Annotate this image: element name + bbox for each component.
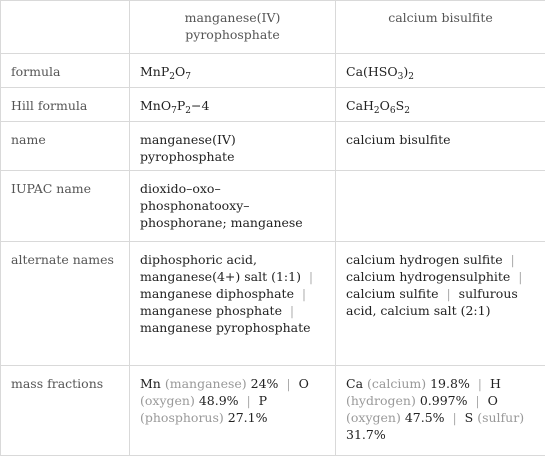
- alternate-name-item: manganese pyrophosphate: [140, 320, 311, 335]
- formula-text: O: [380, 98, 390, 113]
- mass-fractions-compound-1: [130, 366, 336, 456]
- table-row-alternate-names: [1, 242, 545, 366]
- alternate-name-item: sulfurous acid, calcium salt (2:1): [346, 286, 518, 318]
- iupac-name-compound-1: dioxido–oxo–phosphonatooxy–phosphorane; manganese: [130, 171, 336, 242]
- column-header-compound-2: calcium bisulfite: [336, 1, 545, 54]
- list-separator: |: [470, 376, 490, 391]
- list-separator: |: [439, 286, 459, 301]
- header-row: [1, 1, 545, 54]
- element-name: (oxygen): [346, 410, 401, 425]
- alternate-name-item: calcium hydrogen sulfite: [346, 252, 503, 267]
- element-name: (hydrogen): [346, 393, 416, 408]
- formula-subscript: 2: [408, 72, 414, 82]
- header-corner: [1, 1, 130, 54]
- formula-text: P: [177, 98, 185, 113]
- list-separator: |: [282, 303, 298, 318]
- element-symbol: H: [490, 376, 501, 391]
- list-separator: |: [294, 286, 310, 301]
- element-symbol: Ca: [346, 376, 363, 391]
- element-name: (manganese): [165, 376, 247, 391]
- hill-formula-compound-1: [130, 88, 336, 122]
- table-row-iupac-name: [1, 171, 545, 242]
- formula-subscript: 2: [185, 106, 191, 116]
- element-name: (calcium): [367, 376, 426, 391]
- row-label-hill-formula: Hill formula: [1, 88, 130, 122]
- alternate-name-item: manganese diphosphate: [140, 286, 294, 301]
- name-compound-1: manganese(IV) pyrophosphate: [130, 122, 336, 171]
- alternate-name-item: diphosphoric acid, manganese(4+) salt (1:1): [140, 252, 301, 284]
- formula-subscript: 2: [169, 72, 175, 82]
- element-name: (oxygen): [140, 393, 195, 408]
- list-separator: |: [301, 269, 317, 284]
- table-row-mass-fractions: [1, 366, 545, 456]
- mass-fraction-value: 19.8%: [430, 376, 470, 391]
- formula-text: MnO: [140, 98, 171, 113]
- formula-text: MnP: [140, 64, 169, 79]
- formula-text: Ca(HSO: [346, 64, 398, 79]
- iupac-name-compound-2: [336, 171, 545, 242]
- element-symbol: O: [299, 376, 309, 391]
- row-label-formula: formula: [1, 54, 130, 88]
- table-row-hill-formula: [1, 88, 545, 122]
- formula-subscript: 7: [185, 72, 191, 82]
- formula-text: −4: [191, 98, 209, 113]
- list-separator: |: [467, 393, 487, 408]
- mass-fraction-value: 27.1%: [228, 410, 268, 425]
- table-row-formula: [1, 54, 545, 88]
- list-separator: |: [239, 393, 259, 408]
- formula-subscript: 3: [398, 72, 404, 82]
- alternate-names-compound-1: [130, 242, 336, 366]
- element-symbol: Mn: [140, 376, 161, 391]
- list-separator: |: [510, 269, 526, 284]
- column-header-compound-1: manganese(IV) pyrophosphate: [130, 1, 336, 54]
- mass-fraction-value: 0.997%: [420, 393, 468, 408]
- table-row-name: [1, 122, 545, 171]
- mass-fractions-compound-2: [336, 366, 545, 456]
- alternate-names-compound-2: [336, 242, 545, 366]
- mass-fraction-value: 31.7%: [346, 427, 386, 442]
- formula-text: O: [175, 64, 185, 79]
- name-compound-2: calcium bisulfite: [336, 122, 545, 171]
- element-name: (phosphorus): [140, 410, 224, 425]
- formula-subscript: 6: [390, 106, 396, 116]
- alternate-name-item: calcium sulfite: [346, 286, 439, 301]
- element-name: (sulfur): [477, 410, 524, 425]
- row-label-name: name: [1, 122, 130, 171]
- formula-subscript: 7: [171, 106, 177, 116]
- mass-fraction-value: 47.5%: [405, 410, 445, 425]
- list-separator: |: [445, 410, 465, 425]
- alternate-name-item: calcium hydrogensulphite: [346, 269, 510, 284]
- row-label-alternate-names: alternate names: [1, 242, 130, 366]
- formula-subscript: 2: [374, 106, 380, 116]
- formula-compound-2: [336, 54, 545, 88]
- list-separator: |: [278, 376, 298, 391]
- formula-text: CaH: [346, 98, 374, 113]
- element-symbol: S: [465, 410, 474, 425]
- formula-text: ): [403, 64, 408, 79]
- list-separator: |: [503, 252, 519, 267]
- formula-compound-1: [130, 54, 336, 88]
- mass-fraction-value: 24%: [251, 376, 279, 391]
- mass-fraction-value: 48.9%: [199, 393, 239, 408]
- alternate-name-item: manganese phosphate: [140, 303, 282, 318]
- formula-subscript: 2: [404, 106, 410, 116]
- row-label-iupac-name: IUPAC name: [1, 171, 130, 242]
- formula-text: S: [396, 98, 405, 113]
- row-label-mass-fractions: mass fractions: [1, 366, 130, 456]
- element-symbol: P: [259, 393, 267, 408]
- hill-formula-compound-2: [336, 88, 545, 122]
- element-symbol: O: [488, 393, 498, 408]
